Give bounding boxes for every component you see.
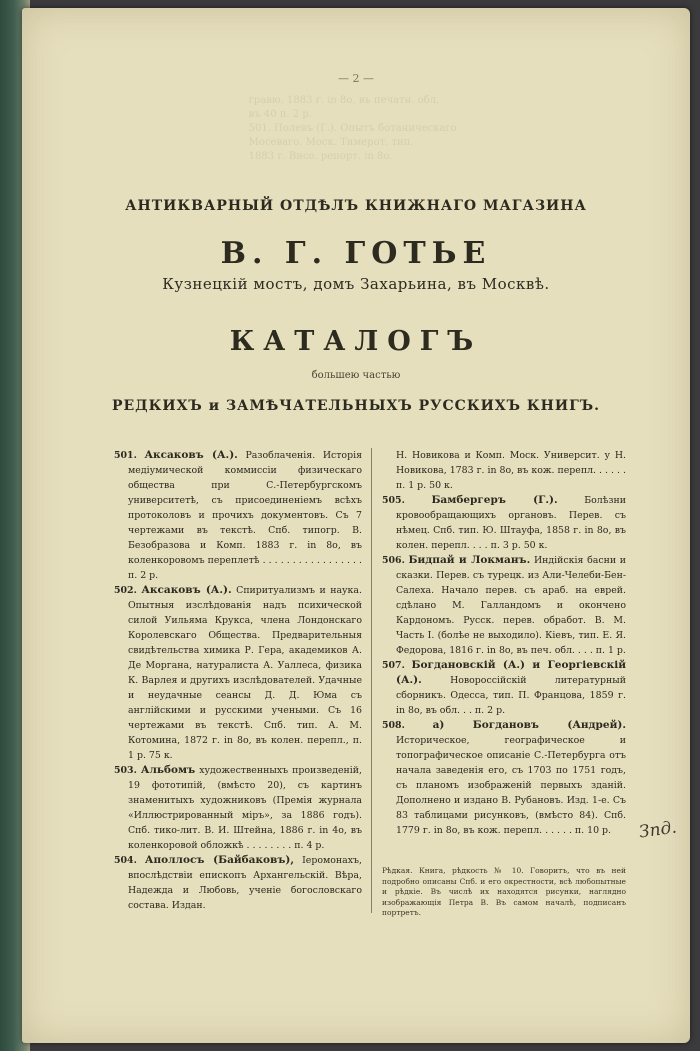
catalog-entry: 508. а) Богдановъ (Андрей). Историческое, географическое и топографическое описаніе С.-Петербурга отъ начала заведенія его, съ 1703 по 1751 годъ, съ планомъ изображеній первыхъ зданій. Дополнено и издано В. Рубановъ. Изд. 1-е. Съ 83 таблицами рисунковъ, (вмѣсто 84). Спб. 1779 г. in 8o, въ кож. перепл. . . . . . п. 10 р. [382,719,626,836]
page-number: — 2 — [338,72,374,85]
bookshop-address: Кузнецкій мостъ, домъ Захарьина, въ Москвѣ. [162,275,550,293]
catalog-page [22,8,690,1043]
catalog-entry: 502. Аксаковъ (А.). Спиритуализмъ и наука. Опытныя изслѣдованія надъ психической силой Уильяма Крукса, члена Лондонскаго Королевскаго Общества. Предварительныя свидѣтельства химика Р. Гера, академиков А. Де Моргана, натуралиста А. Уаллеса, физика К. Варлея и другихъ изслѣдователей. Удачные и неудачные сеансы Д. Д. Юма съ англійскими и русскими учеными. Съ 16 чертежами въ текстѣ. Спб. тип. А. М. Котомина, 1872 г. in 8o, въ колен. перепл., п. 1 р. 75 к. [114,584,362,761]
right-column [382,448,626,838]
catalog-entry: 501. Аксаковъ (А.). Разоблаченія. Исторія медіумической коммиссіи физическаго общества при С.-Петербургскомъ университетѣ, съ присоединеніемъ всѣхъ протоколовъ и прочихъ документовъ. Съ 7 чертежами въ текстѣ. Спб. типогр. В. Безобразова и Комп. 1883 г. in 8o, въ коленкоровомъ переплетѣ . . . . . . . . . . . . . . . . . п. 2 р. [114,449,362,581]
left-column [114,448,362,913]
footnote: Рѣдкая. Книга, рѣдкость № 10. Говоритъ, что въ ней подробно описаны Спб. и его окрестности, всѣ любопытные и рѣдкіе. Въ числѣ их находятся рисунки, наглядно изображающія Петра В. Въ самом началѣ, подписанъ портретъ. [382,866,626,917]
catalog-entry: 507. Богдановскій (А.) и Георгіевскій (А.). Новороссійскій литературный сборникъ. Одесса, тип. П. Францова, 1859 г. in 8o, въ обл. . . п. 2 р. [382,659,626,716]
column-divider [371,448,372,913]
bleed-through-text: гравю. 1883 г. in 8o, въ печатн. обл. въ 40 п. 2 р. 501. Полевъ (Г.). Опытъ ботаническаго Мосеваго. Моск. Тимерот. тип. 1883 г. Висо. репорт. in 8o. [248,95,457,162]
catalog-entry: 505. Бамбергеръ (Г.). Болѣзни кровообращающихъ органовъ. Перев. съ нѣмец. Спб. тип. Ю. Штауфа, 1858 г. in 8o, въ колен. перепл. . . . п. 3 р. 50 к. [382,494,626,551]
catalog-entry: 506. Бидпай и Локманъ. Индійскія басни и сказки. Перев. съ турецк. из Али-Челеби-Бен-Салеха. Начало перев. съ араб. на еврей. сдѣлано М. Галландомъ и окончено Кардономъ. Русск. перев. обработ. В. М. Часть I. (болѣе не выходило). Кіевъ, тип. Е. Я. Федорова, 1816 г. in 8o, въ печ. обл. . . . п. 1 р. [382,554,627,656]
catalog-entry: 503. Альбомъ художественныхъ произведеній, 19 фототипій, (вмѣсто 20), съ картинъ знаменитыхъ художниковъ (Премія журнала «Иллюстрированный міръ», за 1886 годъ). Спб. тико-лит. В. И. Штейна, 1886 г. in 4o, въ коленкоровой обложкѣ . . . . . . . . п. 4 р. [114,764,362,851]
catalog-subtitle: большею частью [311,370,401,381]
entry-continuation: Н. Новикова и Комп. Моск. Университ. у Н. Новикова, 1783 г. in 8o, въ кож. перепл. . . . . . п. 1 р. 50 к. [396,450,626,491]
bookseller-name: В. Г. ГОТЬЕ [220,236,492,271]
handwritten-note: Зпд. [637,817,678,843]
bookshop-department: АНТИКВАРНЫЙ ОТДѢЛЪ КНИЖНАГО МАГАЗИНА [125,198,587,214]
catalog-title: КАТАЛОГЪ [229,326,483,357]
catalog-subtitle-main: РЕДКИХЪ и ЗАМѢЧАТЕЛЬНЫХЪ РУССКИХЪ КНИГЪ. [111,398,601,414]
catalog-entry: 504. Аполлосъ (Байбаковъ), Іеромонахъ, впослѣдствіи епископъ Архангельскій. Вѣра, Надежда и Любовь, ученіе богословскаго состава. Издан. [114,854,362,911]
